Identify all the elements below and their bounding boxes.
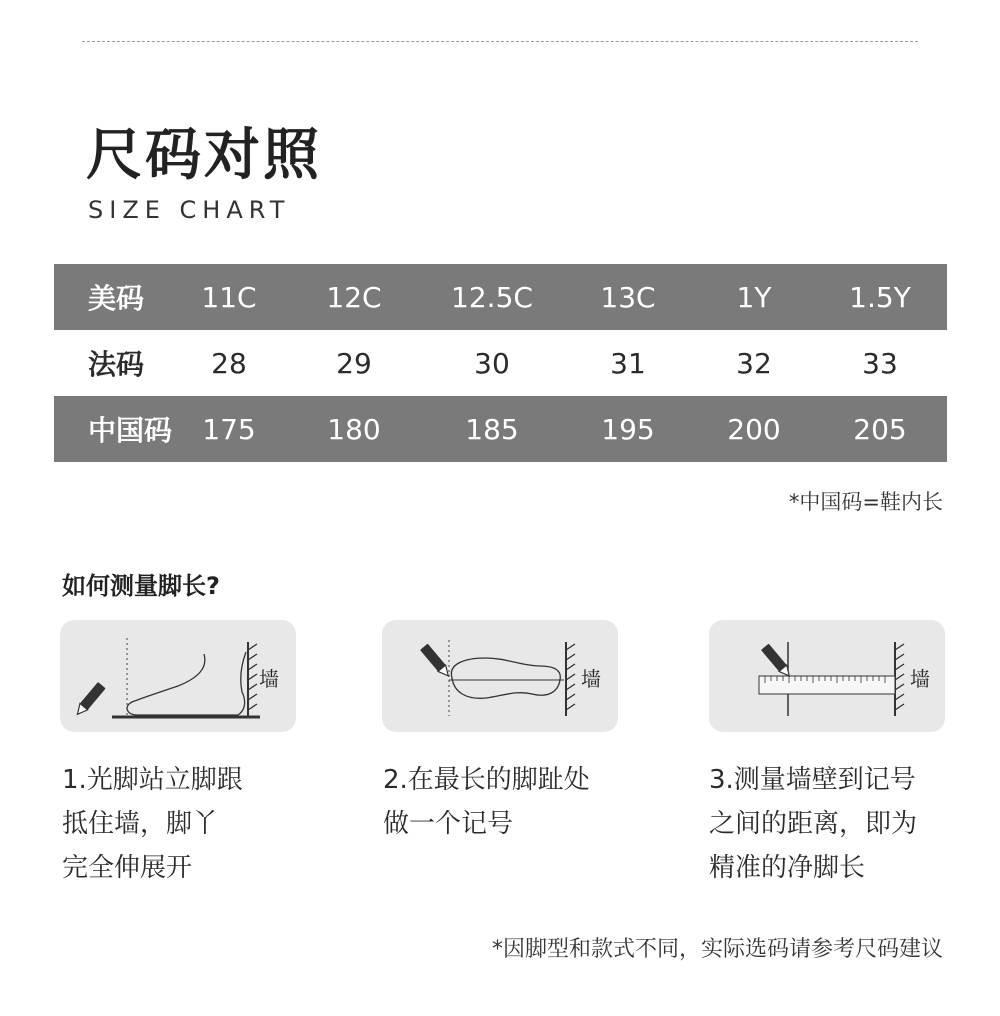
step-line: 精准的净脚长 bbox=[709, 853, 866, 883]
table-cell: 32 bbox=[736, 346, 772, 380]
table-cell: 180 bbox=[327, 412, 381, 446]
row-header: 法码 bbox=[88, 348, 145, 381]
step-line: 2.在最长的脚趾处 bbox=[383, 765, 590, 795]
page-title: 尺码对照 bbox=[86, 123, 322, 188]
step-line: 抵住墙，脚丫 bbox=[62, 809, 219, 839]
table-cell: 11C bbox=[201, 280, 257, 314]
table-footnote: *中国码=鞋内长 bbox=[788, 490, 943, 514]
step-line: 3.测量墙壁到记号 bbox=[709, 765, 916, 795]
step-3-text bbox=[709, 758, 917, 890]
step-line: 完全伸展开 bbox=[62, 853, 193, 883]
table-row-fr-size bbox=[54, 330, 947, 396]
foot-side-icon bbox=[127, 652, 246, 715]
table-cell: 33 bbox=[862, 346, 898, 380]
table-cell: 1Y bbox=[736, 280, 772, 314]
wall-hatch-icon bbox=[248, 644, 257, 710]
step-2-illustration bbox=[382, 620, 618, 732]
step-2-text bbox=[383, 758, 590, 846]
pencil-icon bbox=[420, 644, 452, 680]
wall-label: 墙 bbox=[259, 667, 279, 691]
step-line: 做一个记号 bbox=[383, 809, 514, 839]
wall-hatch-icon bbox=[895, 644, 904, 710]
table-cell: 28 bbox=[211, 346, 247, 380]
size-chart-table bbox=[54, 264, 947, 462]
table-cell: 195 bbox=[601, 412, 655, 446]
wall-hatch-icon bbox=[566, 644, 575, 710]
table-cell: 13C bbox=[600, 280, 656, 314]
step-1-text bbox=[62, 758, 243, 890]
foot-sole-icon bbox=[451, 658, 560, 698]
table-cell: 30 bbox=[474, 346, 510, 380]
table-cell: 12C bbox=[326, 280, 382, 314]
table-cell: 29 bbox=[336, 346, 372, 380]
top-dashed-divider bbox=[82, 41, 918, 42]
table-row-us-size bbox=[54, 264, 947, 330]
wall-label: 墙 bbox=[910, 667, 930, 691]
row-header: 中国码 bbox=[88, 414, 173, 447]
table-cell: 1.5Y bbox=[849, 280, 911, 314]
page-subtitle: SIZE CHART bbox=[88, 196, 291, 224]
size-advice-note: *因脚型和款式不同，实际选码请参考尺码建议 bbox=[491, 937, 943, 962]
table-cell: 205 bbox=[853, 412, 907, 446]
table-cell: 185 bbox=[465, 412, 519, 446]
step-3-illustration bbox=[709, 620, 945, 732]
table-cell: 12.5C bbox=[451, 280, 533, 314]
table-cell: 31 bbox=[610, 346, 646, 380]
ruler-icon bbox=[759, 676, 895, 694]
measure-section-title: 如何测量脚长? bbox=[62, 572, 220, 600]
step-line: 之间的距离，即为 bbox=[709, 809, 918, 839]
pencil-icon bbox=[74, 682, 106, 718]
row-header: 美码 bbox=[88, 282, 145, 315]
table-cell: 175 bbox=[202, 412, 256, 446]
table-cell: 200 bbox=[727, 412, 781, 446]
wall-label: 墙 bbox=[581, 667, 601, 691]
table-row-cn-size bbox=[54, 396, 947, 462]
step-1-illustration bbox=[60, 620, 296, 732]
step-line: 1.光脚站立脚跟 bbox=[62, 765, 243, 795]
